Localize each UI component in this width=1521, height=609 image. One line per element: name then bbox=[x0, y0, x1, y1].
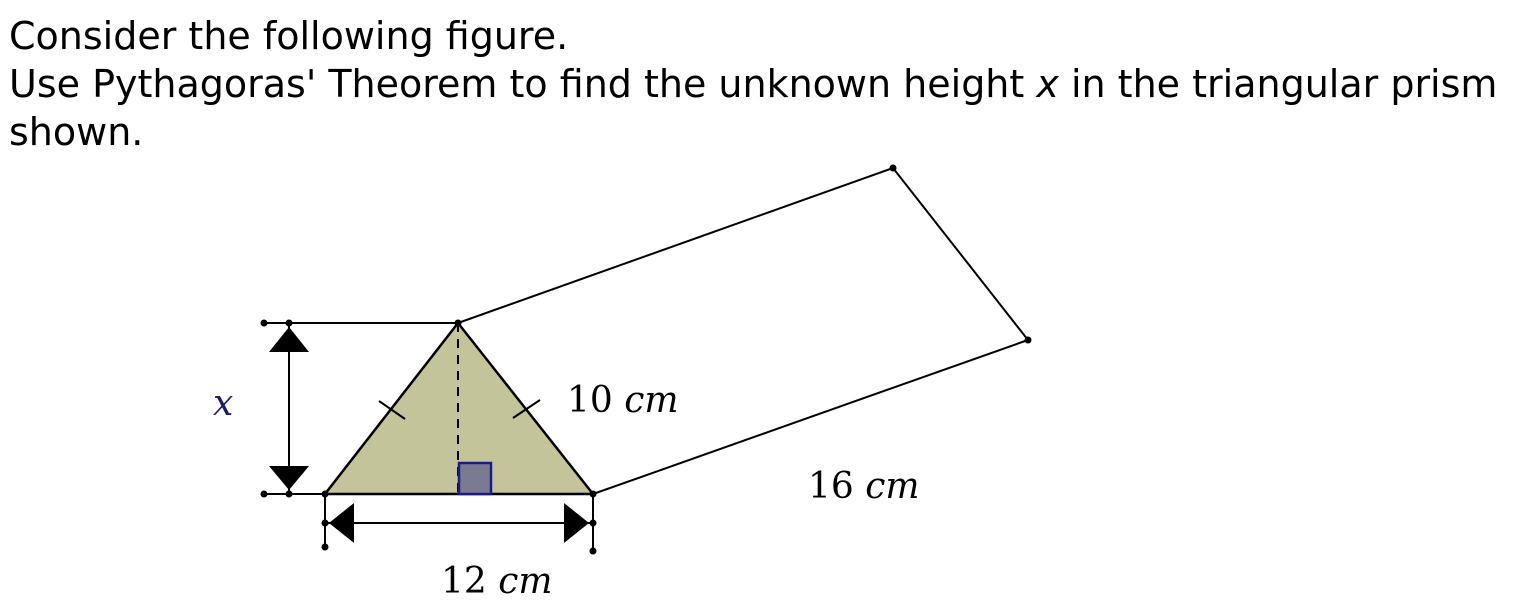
arrowhead-right bbox=[564, 503, 589, 543]
length-label bbox=[808, 466, 920, 507]
dimension-dot bbox=[590, 548, 597, 555]
slant-side-label bbox=[567, 380, 679, 421]
dimension-dot bbox=[286, 491, 293, 498]
dimension-dot bbox=[590, 491, 597, 498]
base-dimension bbox=[325, 494, 593, 554]
base-label bbox=[441, 561, 553, 602]
slant-side-unit: cm bbox=[624, 380, 679, 421]
arrowhead-up bbox=[269, 327, 309, 352]
vertex-dot bbox=[1025, 337, 1032, 344]
question-line-2-start: Use Pythagoras' Theorem to find the unknown height bbox=[9, 62, 1037, 106]
dimension-dot bbox=[322, 544, 329, 551]
right-angle-marker bbox=[459, 463, 491, 494]
height-label-x: x bbox=[213, 383, 234, 424]
arrowhead-left bbox=[329, 503, 354, 543]
prism-far-edge bbox=[893, 168, 1028, 340]
dimension-dot bbox=[261, 491, 268, 498]
dimension-dot bbox=[286, 320, 293, 327]
dimension-dot bbox=[322, 520, 329, 527]
length-unit: cm bbox=[865, 466, 920, 507]
question-line-2-end: in the triangular prism shown. bbox=[9, 62, 1498, 154]
slant-side-value: 10 bbox=[567, 380, 613, 421]
base-value: 12 bbox=[441, 561, 487, 602]
dimension-dot bbox=[261, 320, 268, 327]
question-line-1: Consider the following figure. bbox=[9, 14, 569, 58]
base-unit: cm bbox=[498, 561, 553, 602]
length-value: 16 bbox=[808, 466, 854, 507]
dimension-dot bbox=[590, 520, 597, 527]
question-variable-x: x bbox=[1036, 62, 1059, 106]
prism-top-edge bbox=[458, 168, 893, 323]
arrowhead-down bbox=[269, 466, 309, 490]
dimension-dot bbox=[322, 491, 329, 498]
vertex-dot bbox=[455, 320, 462, 327]
vertex-dot bbox=[890, 165, 897, 172]
